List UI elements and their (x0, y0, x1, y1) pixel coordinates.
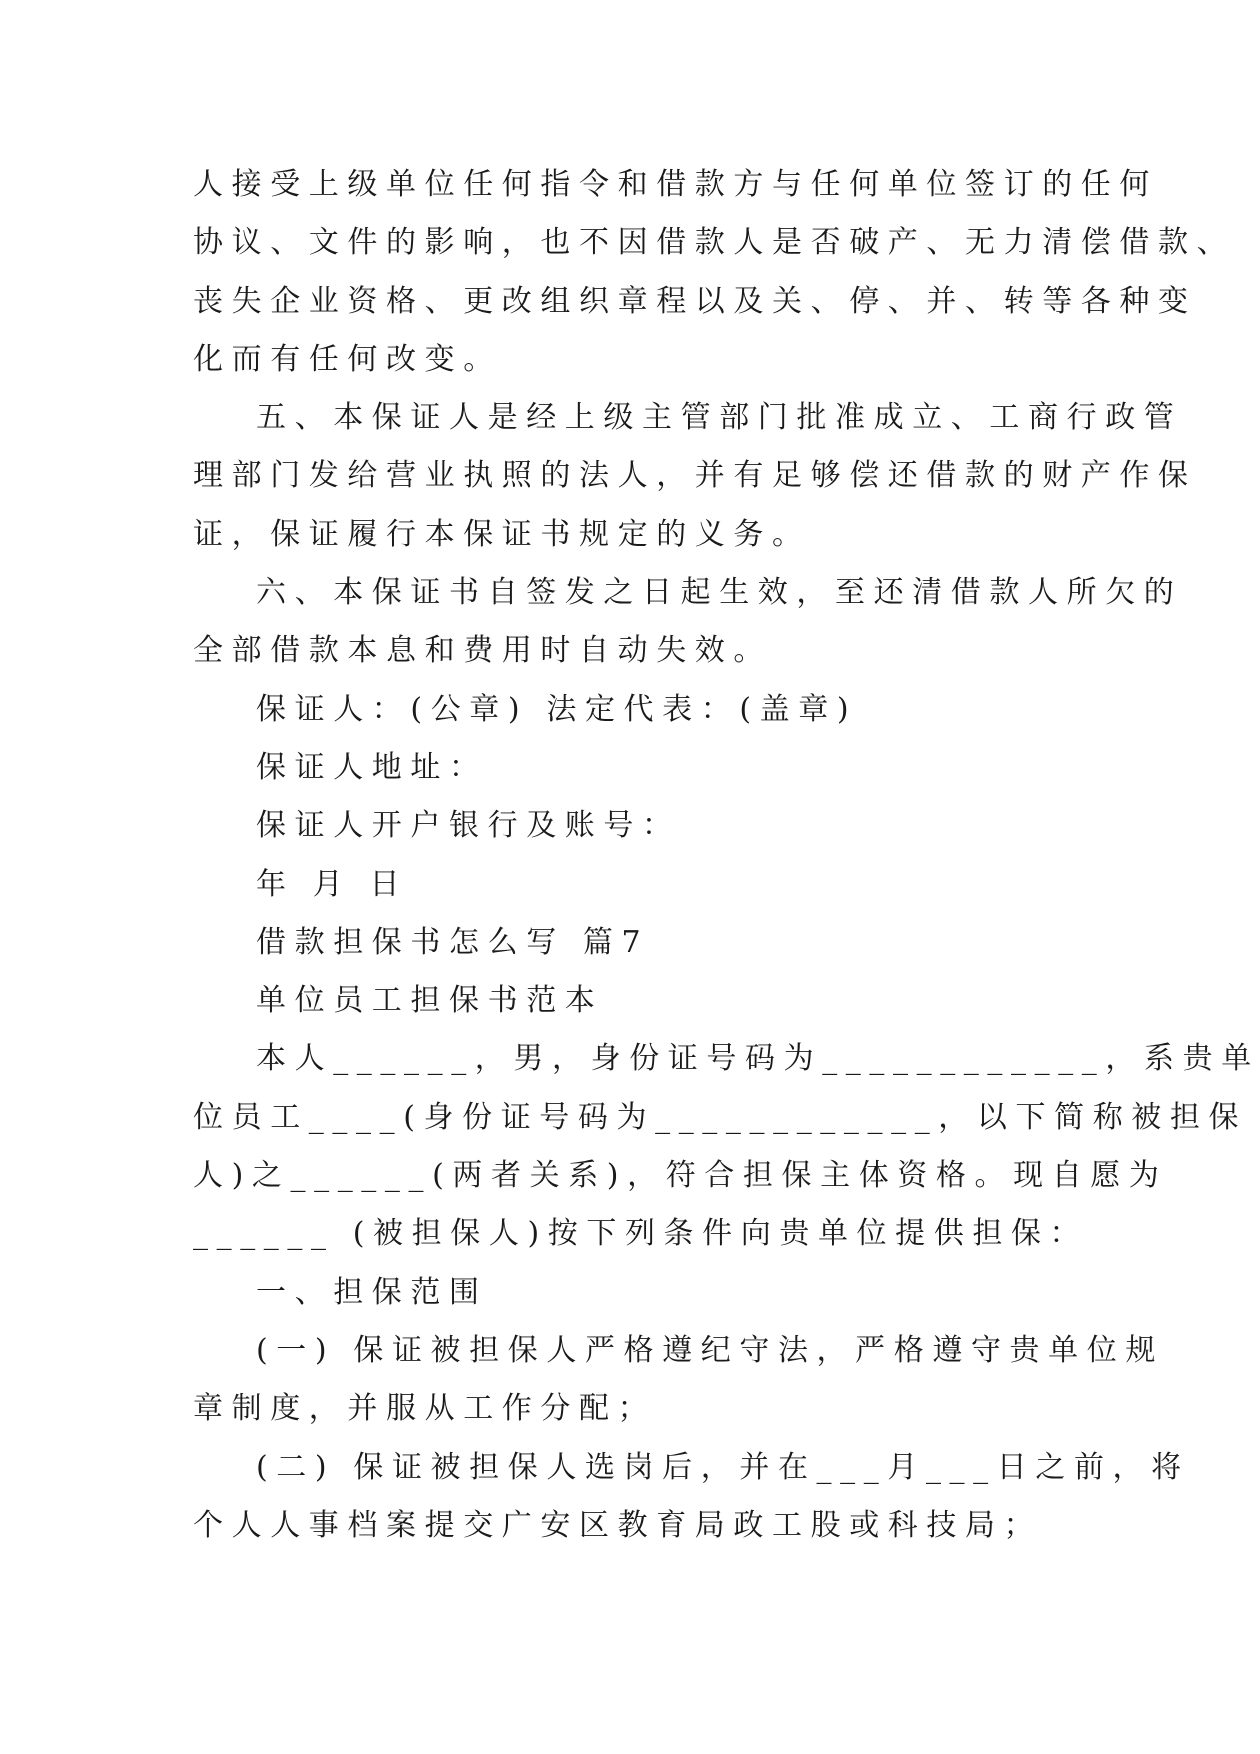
text-line: 位员工____(身份证号码为____________，以下简称被担保 (193, 1099, 1248, 1135)
text-line: (二) 保证被担保人选岗后，并在___月___日之前，将 (256, 1449, 1190, 1485)
text-line: 丧失企业资格、更改组织章程以及关、停、并、转等各种变 (193, 283, 1197, 319)
text-line: 化而有任何改变。 (193, 341, 502, 377)
text-line: 章制度，并服从工作分配； (193, 1391, 657, 1427)
document-title: 单位员工担保书范本 (256, 983, 604, 1019)
text-line: ______ (被担保人)按下列条件向贵单位提供担保： (193, 1216, 1089, 1252)
text-line: 人)之______(两者关系)，符合担保主体资格。现自愿为 (193, 1158, 1168, 1194)
address-line: 保证人地址： (256, 749, 488, 785)
text-line: 全部借款本息和费用时自动失效。 (193, 633, 772, 669)
date-line: 年 月 日 (256, 866, 409, 902)
text-line: 个人人事档案提交广安区教育局政工股或科技局； (193, 1507, 1043, 1543)
text-line: 证，保证履行本保证书规定的义务。 (193, 516, 811, 552)
signature-line: 保证人：(公章) 法定代表：(盖章) (256, 691, 858, 727)
text-line: 六、本保证书自签发之日起生效，至还清借款人所欠的 (256, 575, 1183, 611)
text-line: (一) 保证被担保人严格遵纪守法，严格遵守贵单位规 (256, 1332, 1164, 1368)
text-line: 五、本保证人是经上级主管部门批准成立、工商行政管 (256, 400, 1183, 436)
document-body (193, 156, 1260, 1555)
text-line: 协议、文件的影响，也不因借款人是否破产、无力清偿借款、 (193, 225, 1236, 261)
text-line: 本人______，男，身份证号码为____________，系贵单 (256, 1041, 1260, 1077)
bank-account-line: 保证人开户银行及账号： (256, 808, 681, 844)
text-line: 人接受上级单位任何指令和借款方与任何单位签订的任何 (193, 167, 1158, 202)
clause-heading: 一、担保范围 (256, 1274, 488, 1310)
text-line: 理部门发给营业执照的法人，并有足够偿还借款的财产作保 (193, 458, 1197, 494)
section-heading: 借款担保书怎么写 篇7 (256, 924, 650, 960)
